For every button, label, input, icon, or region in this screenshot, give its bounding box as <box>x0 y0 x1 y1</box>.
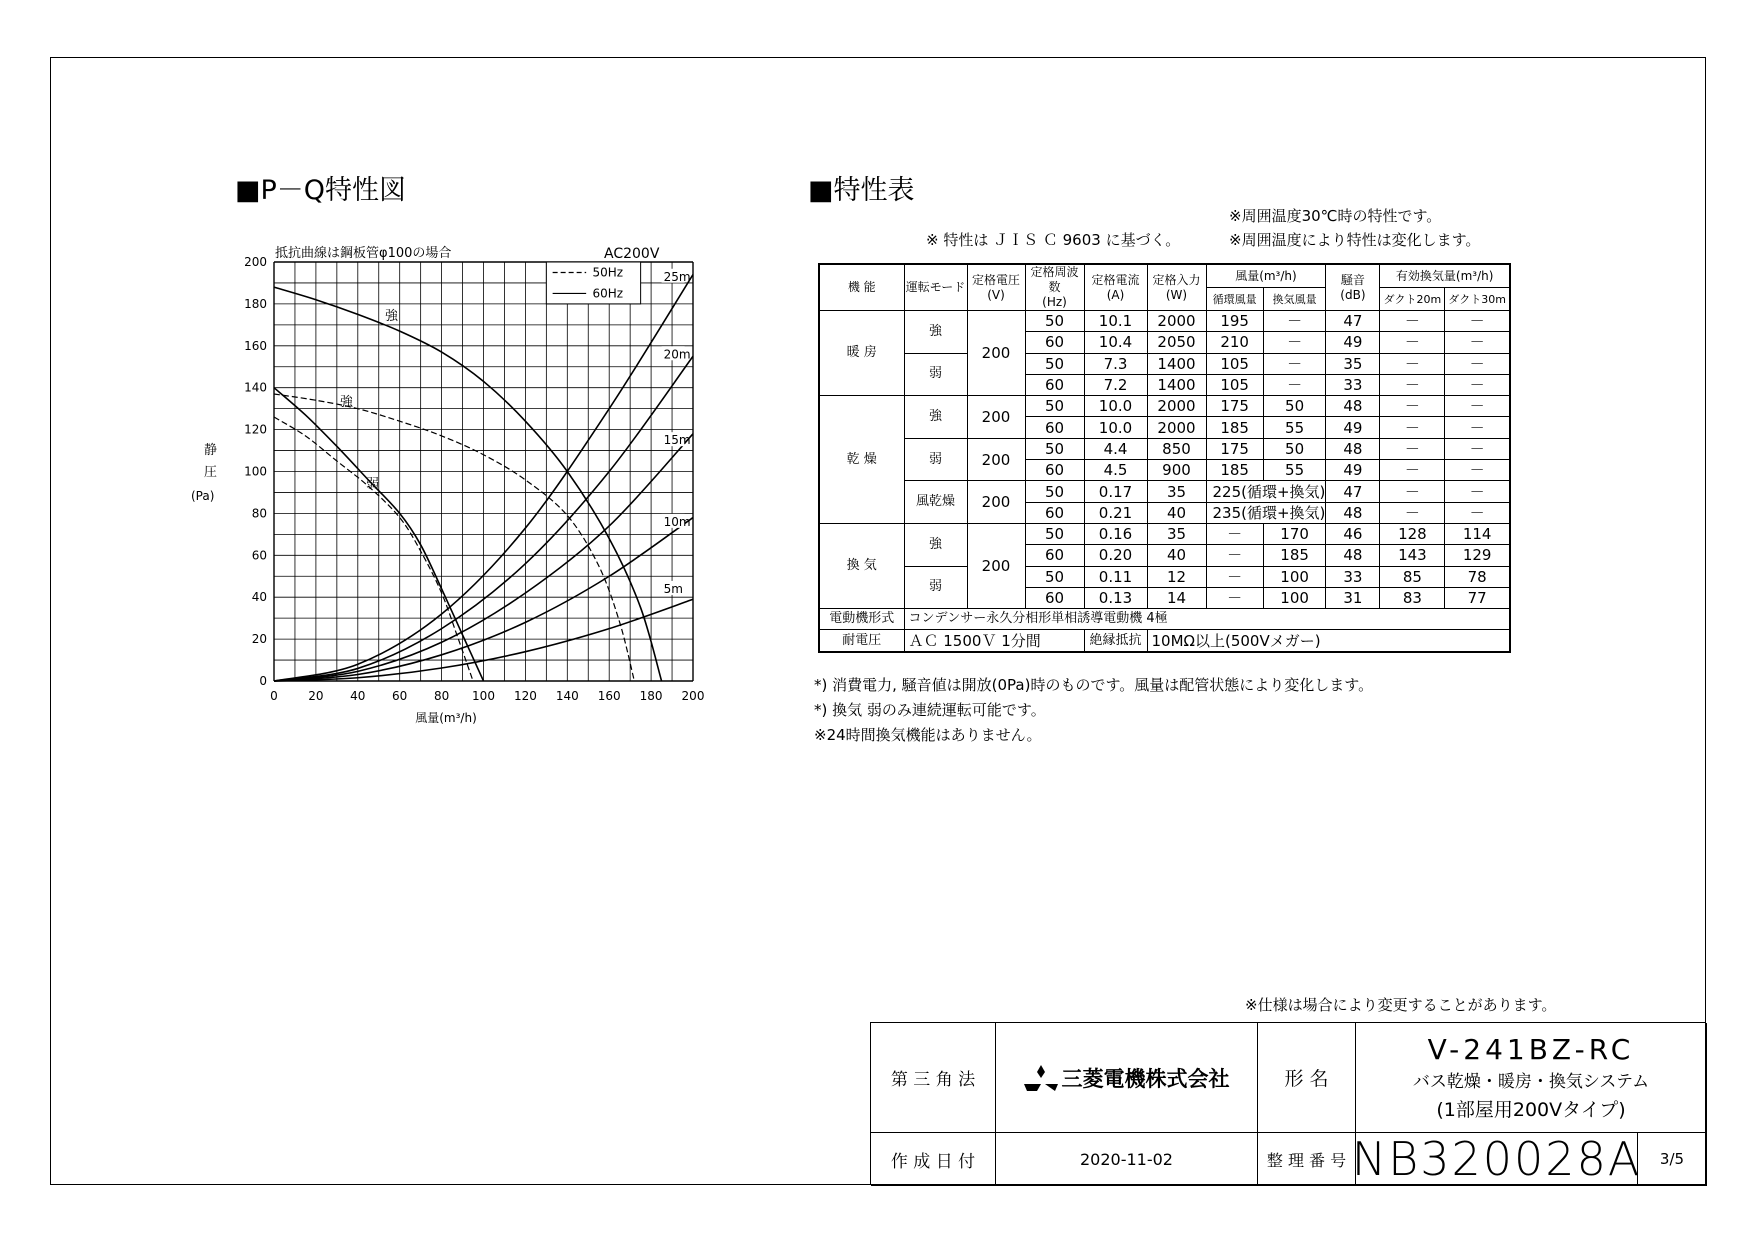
mode-label: 強 <box>904 523 967 566</box>
table-row <box>819 438 1510 459</box>
cell: 33 <box>1326 374 1380 395</box>
xlabel: 風量(m³/h) <box>415 711 477 725</box>
th-airflow: 風量(m³/h) <box>1206 264 1326 288</box>
cell: － <box>1380 417 1445 438</box>
th-power: 定格入力 (W) <box>1147 264 1206 311</box>
cell: 47 <box>1326 311 1380 332</box>
cell: 7.2 <box>1084 374 1147 395</box>
cell: － <box>1380 374 1445 395</box>
th-airflow-circ: 循環風量 <box>1206 288 1263 311</box>
cell: 83 <box>1380 587 1445 608</box>
cell: 50 <box>1025 481 1084 502</box>
th-mode: 運転モード <box>904 264 967 311</box>
cell: － <box>1445 481 1510 502</box>
voltage-cell: 200 <box>967 396 1025 439</box>
cell: 12 <box>1147 566 1206 587</box>
voltage-cell: 200 <box>967 481 1025 524</box>
x-tick-label: 100 <box>472 689 495 703</box>
table-row <box>819 566 1510 587</box>
product-line-1: バス乾燥・暖房・換気システム <box>1412 1071 1650 1092</box>
cell: 0.21 <box>1084 502 1147 523</box>
cell: － <box>1380 502 1445 523</box>
ylabel-char-1: 静 <box>204 443 218 458</box>
cell: 4.4 <box>1084 438 1147 459</box>
document-number: NB320028A <box>1351 1132 1642 1186</box>
cell: 50 <box>1025 353 1084 374</box>
ylabel-unit: (Pa) <box>191 489 215 503</box>
cell: － <box>1263 353 1326 374</box>
cell: 35 <box>1147 481 1206 502</box>
pq-chart-grid <box>274 262 693 681</box>
cell: － <box>1206 587 1263 608</box>
note-2: *) 換気 弱のみ連続運転可能です。 <box>814 701 1046 719</box>
th-voltage: 定格電圧 (V) <box>967 264 1025 311</box>
group-label: 換 気 <box>819 523 904 608</box>
model-cell <box>1356 1023 1707 1133</box>
group-label: 暖 房 <box>819 311 904 396</box>
model-label: 形 名 <box>1258 1023 1356 1133</box>
cell: 7.3 <box>1084 353 1147 374</box>
cell: 10.0 <box>1084 417 1147 438</box>
duct-label-25m: 25m <box>663 269 691 284</box>
cell: 60 <box>1025 460 1084 481</box>
cell: 48 <box>1326 438 1380 459</box>
th-effective: 有効換気量(m³/h) <box>1380 264 1510 288</box>
x-tick-label: 200 <box>681 689 705 703</box>
cell: 48 <box>1326 396 1380 417</box>
cell: 55 <box>1263 417 1326 438</box>
mode-label: 風乾燥 <box>904 481 967 524</box>
mitsubishi-logo-icon <box>1024 1065 1058 1091</box>
cell: 10.4 <box>1084 332 1147 353</box>
pq-chart-ticks <box>244 255 704 703</box>
cell: 0.11 <box>1084 566 1147 587</box>
cell: 0.13 <box>1084 587 1147 608</box>
cell: 48 <box>1326 545 1380 566</box>
x-tick-label: 40 <box>350 689 366 703</box>
creation-date: 2020-11-02 <box>996 1133 1258 1186</box>
title-block <box>870 1022 1706 1185</box>
cell: － <box>1380 438 1445 459</box>
x-tick-label: 120 <box>513 689 537 703</box>
cell: 900 <box>1147 460 1206 481</box>
cell: 48 <box>1326 502 1380 523</box>
withstand-label: 耐電圧 <box>819 630 904 652</box>
cell: 10.0 <box>1084 396 1147 417</box>
mode-label: 弱 <box>904 566 967 609</box>
cell: 143 <box>1380 545 1445 566</box>
legend-label-50hz: 50Hz <box>592 265 624 280</box>
cell: 31 <box>1326 587 1380 608</box>
y-tick-label: 60 <box>251 548 267 563</box>
cell: － <box>1263 374 1326 395</box>
cell: 60 <box>1025 545 1084 566</box>
cell: 49 <box>1326 417 1380 438</box>
cell: 2000 <box>1147 396 1206 417</box>
cell: 77 <box>1445 587 1510 608</box>
model-number: V-241BZ-RC <box>1427 1032 1635 1066</box>
cell: 185 <box>1263 545 1326 566</box>
cell: 114 <box>1445 523 1510 544</box>
cell: 60 <box>1025 374 1084 395</box>
cell: 50 <box>1025 566 1084 587</box>
cell: － <box>1206 523 1263 544</box>
cell: 1400 <box>1147 374 1206 395</box>
cell: 225(循環+換気) <box>1206 481 1326 502</box>
mode-label: 弱 <box>904 353 967 396</box>
change-note: ※仕様は場合により変更することがあります。 <box>1245 996 1557 1014</box>
cell: 10.1 <box>1084 311 1147 332</box>
cell: 105 <box>1206 353 1263 374</box>
cell: 33 <box>1326 566 1380 587</box>
y-tick-label: 140 <box>244 380 267 395</box>
y-tick-label: 0 <box>259 674 267 688</box>
cell: 49 <box>1326 460 1380 481</box>
cell: － <box>1445 502 1510 523</box>
cell: 0.20 <box>1084 545 1147 566</box>
pq-resistance-note: 抵抗曲線は鋼板管φ100の場合 <box>275 246 452 261</box>
cell: 235(循環+換気) <box>1206 502 1326 523</box>
table-row <box>819 311 1510 332</box>
cell: 60 <box>1025 417 1084 438</box>
withstand-value: ＡＣ 1500Ｖ 1分間 <box>904 630 1084 652</box>
cell: 129 <box>1445 545 1510 566</box>
duct-label-5m: 5m <box>663 581 683 596</box>
cell: 175 <box>1206 396 1263 417</box>
cell: － <box>1445 417 1510 438</box>
note-3: ※24時間換気機能はありません。 <box>814 726 1042 744</box>
y-tick-label: 40 <box>251 590 267 605</box>
cell: 50 <box>1025 311 1084 332</box>
cell: － <box>1263 311 1326 332</box>
cell: － <box>1206 545 1263 566</box>
group-label: 乾 燥 <box>819 396 904 524</box>
table-row <box>819 353 1510 374</box>
cell: 60 <box>1025 587 1084 608</box>
cell: 50 <box>1025 438 1084 459</box>
cell: － <box>1380 311 1445 332</box>
cell: 35 <box>1147 523 1206 544</box>
cell: 128 <box>1380 523 1445 544</box>
cell: 210 <box>1206 332 1263 353</box>
duct-label-15m: 15m <box>663 433 691 448</box>
x-tick-label: 80 <box>433 689 450 703</box>
cell: 0.17 <box>1084 481 1147 502</box>
cell: 175 <box>1206 438 1263 459</box>
table-row <box>819 523 1510 544</box>
x-tick-label: 160 <box>597 689 621 703</box>
cell: 50 <box>1025 396 1084 417</box>
page-number: 3/5 <box>1638 1133 1707 1186</box>
spec-heading: ■特性表 <box>808 175 915 206</box>
cell: 50 <box>1025 523 1084 544</box>
cell: － <box>1380 481 1445 502</box>
spec-table <box>818 263 1511 653</box>
th-duct20: ダクト20m <box>1380 288 1445 311</box>
th-noise: 騒音 (dB) <box>1326 264 1380 311</box>
x-tick-label: 0 <box>270 689 278 703</box>
cell: 100 <box>1263 566 1326 587</box>
cell: － <box>1263 332 1326 353</box>
th-airflow-vent: 換気風量 <box>1263 288 1326 311</box>
duct-label-20m: 20m <box>663 347 691 362</box>
mode-label: 弱 <box>904 438 967 481</box>
mode-label: 強 <box>904 311 967 354</box>
curve-label-strong-50: 強 <box>340 395 354 410</box>
voltage-cell: 200 <box>967 438 1025 481</box>
projection-method: 第 三 角 法 <box>871 1023 996 1133</box>
temp-note-2: ※周囲温度により特性は変化します。 <box>1229 231 1481 249</box>
cell: 185 <box>1206 460 1263 481</box>
legend-label-60hz: 60Hz <box>592 286 624 301</box>
series-line-0 <box>274 287 662 681</box>
cell: 195 <box>1206 311 1263 332</box>
cell: 2050 <box>1147 332 1206 353</box>
cell: 60 <box>1025 502 1084 523</box>
cell: － <box>1380 353 1445 374</box>
cell: － <box>1445 311 1510 332</box>
note-1: *) 消費電力, 騒音値は開放(0Pa)時のものです。風量は配管状態により変化します。 <box>814 676 1374 694</box>
cell: － <box>1445 460 1510 481</box>
jis-basis-note: ※ 特性は ＪＩＳ Ｃ 9603 に基づく。 <box>926 231 1181 249</box>
cell: 78 <box>1445 566 1510 587</box>
cell: 105 <box>1206 374 1263 395</box>
voltage-cell: 200 <box>967 523 1025 608</box>
cell: 185 <box>1206 417 1263 438</box>
temp-note-1: ※周囲温度30℃時の特性です。 <box>1229 207 1442 225</box>
cell: － <box>1445 396 1510 417</box>
cell: 55 <box>1263 460 1326 481</box>
motor-label: 電動機形式 <box>819 609 904 630</box>
curve-label-weak: 弱 <box>366 477 380 492</box>
cell: 4.5 <box>1084 460 1147 481</box>
y-tick-label: 200 <box>244 255 267 269</box>
ylabel-char-2: 圧 <box>204 465 218 480</box>
x-tick-label: 180 <box>639 689 663 703</box>
cell: 85 <box>1380 566 1445 587</box>
x-tick-label: 20 <box>308 689 324 703</box>
cell: － <box>1445 438 1510 459</box>
table-row <box>819 481 1510 502</box>
cell: 1400 <box>1147 353 1206 374</box>
table-row <box>819 396 1510 417</box>
number-label: 整 理 番 号 <box>1258 1133 1356 1186</box>
notes <box>814 673 1373 748</box>
cell: 0.16 <box>1084 523 1147 544</box>
y-tick-label: 180 <box>244 296 267 311</box>
cell: 60 <box>1025 332 1084 353</box>
cell: － <box>1380 460 1445 481</box>
cell: 47 <box>1326 481 1380 502</box>
th-current: 定格電流 (A) <box>1084 264 1147 311</box>
cell: 49 <box>1326 332 1380 353</box>
cell: 850 <box>1147 438 1206 459</box>
date-label: 作 成 日 付 <box>871 1133 996 1186</box>
curve-label-strong-60: 強 <box>385 309 399 324</box>
y-tick-label: 80 <box>251 506 267 521</box>
x-tick-label: 140 <box>555 689 579 703</box>
cell: － <box>1380 396 1445 417</box>
th-function: 機 能 <box>819 264 904 311</box>
cell: 35 <box>1326 353 1380 374</box>
cell: 2000 <box>1147 417 1206 438</box>
pq-voltage: AC200V <box>604 246 660 262</box>
cell: － <box>1445 332 1510 353</box>
y-tick-label: 20 <box>251 632 267 647</box>
mode-label: 強 <box>904 396 967 439</box>
cell: 40 <box>1147 502 1206 523</box>
cell: 50 <box>1263 438 1326 459</box>
cell: 2000 <box>1147 311 1206 332</box>
duct-label-10m: 10m <box>663 514 691 529</box>
motor-value: コンデンサー永久分相形単相誘導電動機 4極 <box>904 609 1510 630</box>
cell: 50 <box>1263 396 1326 417</box>
th-duct30: ダクト30m <box>1445 288 1510 311</box>
cell: 100 <box>1263 587 1326 608</box>
y-tick-label: 120 <box>244 422 267 437</box>
cell: 46 <box>1326 523 1380 544</box>
insulation-value: 10MΩ以上(500Vメガー) <box>1147 630 1510 652</box>
company-name: 三菱電機株式会社 <box>1061 1066 1230 1091</box>
cell: 14 <box>1147 587 1206 608</box>
cell: 170 <box>1263 523 1326 544</box>
voltage-cell: 200 <box>967 311 1025 396</box>
y-tick-label: 100 <box>244 464 267 479</box>
pq-chart <box>191 240 720 730</box>
pq-heading: ■P－Q特性図 <box>235 175 407 206</box>
cell: 40 <box>1147 545 1206 566</box>
cell: － <box>1380 332 1445 353</box>
y-tick-label: 160 <box>244 338 267 353</box>
cell: － <box>1445 374 1510 395</box>
cell: － <box>1445 353 1510 374</box>
cell: － <box>1206 566 1263 587</box>
x-tick-label: 60 <box>392 689 408 703</box>
company-cell <box>996 1023 1258 1133</box>
insulation-label: 絶縁抵抗 <box>1084 630 1147 652</box>
product-line-2: (1部屋用200Vタイプ) <box>1436 1098 1626 1121</box>
th-frequency: 定格周波数 (Hz) <box>1025 264 1084 311</box>
